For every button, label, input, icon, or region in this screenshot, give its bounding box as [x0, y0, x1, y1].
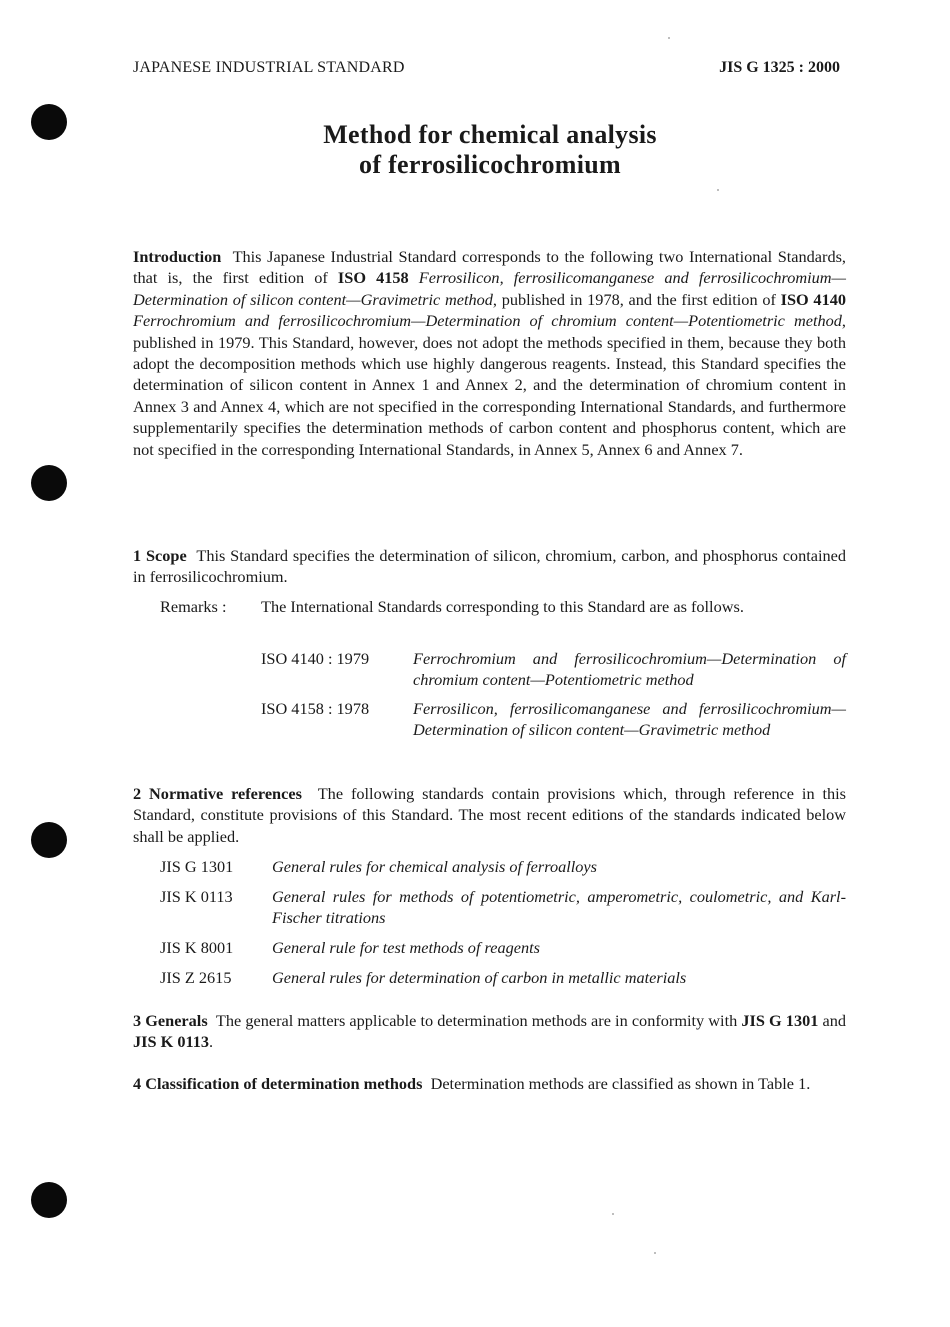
reference-code: JIS K 8001 [160, 938, 234, 957]
title-line-2: of ferrosilicochromium [359, 150, 621, 179]
normative-references-text: The following standards contain provisions which, through reference in this Standard, constitute provisions of this Standard. The most recent editions of the standards indicated below shall be applied. [133, 784, 847, 846]
iso-code: ISO 4140 : 1979 [261, 649, 370, 668]
generals-conjunction: and [822, 1011, 847, 1030]
intro-text: , published in 1978, and the first edition of [492, 289, 776, 309]
generals-section [133, 1010, 846, 1053]
scope-section [133, 545, 846, 588]
reference-title: General rules for chemical analysis of ferroalloys [272, 857, 597, 876]
classification-text: Determination methods are classified as shown in Table 1. [430, 1074, 811, 1093]
iso-title: Ferrosilicon, ferrosilicomanganese and ferrosilicochromium—Determination of silicon content—Gravimetric method [413, 699, 846, 739]
reference-title: General rules for determination of carbon in metallic materials [272, 968, 687, 987]
scope-text: This Standard specifies the determination of silicon, chromium, carbon, and phosphorus contained in ferrosilicochromium. [133, 546, 846, 587]
reference-code: JIS Z 2615 [160, 968, 232, 987]
classification-section [133, 1073, 846, 1094]
intro-text: , published in 1979. This Standard, however, does not adopt the methods specified in them, because they both adopt the decomposition methods which use highly dangerous reagents. Instead, this Standard specifies the determination of silicon content in Annex 1 and Annex 2, and the determination of chromium content in Annex 3 and Annex 4, which are not specified in the corresponding International Standards, and furthermore supplementarily specifies the determination methods of carbon content and phosphorus content, which are not specified in the corresponding International Standards, in Annex 5, Annex 6 and Annex 7. [133, 311, 846, 459]
header-standard-name: JAPANESE INDUSTRIAL STANDARD [133, 59, 405, 76]
normative-references-section [133, 783, 846, 847]
remarks-text: The International Standards corresponding to this Standard are as follows. [261, 597, 744, 616]
scan-speck [654, 1252, 656, 1254]
generals-heading: 3 Generals [133, 1011, 208, 1030]
document-title [0, 120, 950, 180]
reference-title: General rules for methods of potentiometric, amperometric, coulometric, and Karl-Fischer titrations [272, 887, 846, 927]
iso-title: Ferrochromium and ferrosilicochromium—Determination of chromium content—Potentiometric method [413, 649, 846, 689]
generals-end: . [209, 1032, 214, 1052]
scan-speck [717, 189, 719, 191]
normative-references-heading: 2 Normative references [133, 784, 302, 803]
intro-iso-ref: ISO 4140 [780, 289, 846, 309]
introduction-paragraph [133, 246, 846, 460]
classification-heading: 4 Classification of determination methods [133, 1074, 423, 1093]
reference-code: JIS G 1301 [160, 857, 234, 876]
reference-code: JIS K 0113 [160, 887, 233, 906]
binder-hole [31, 822, 67, 858]
header-standard-number: JIS G 1325 : 2000 [719, 59, 840, 76]
title-line-1: Method for chemical analysis [323, 120, 657, 149]
intro-iso-ref: ISO 4158 [337, 268, 409, 288]
binder-hole [31, 1182, 67, 1218]
reference-title: General rule for test methods of reagents [272, 938, 541, 957]
binder-hole [31, 465, 67, 501]
generals-ref: JIS K 0113 [133, 1032, 209, 1052]
generals-text: The general matters applicable to determination methods are in conformity with [215, 1011, 738, 1030]
scan-speck [668, 37, 670, 39]
scan-speck [612, 1213, 614, 1215]
introduction-heading: Introduction [133, 247, 222, 266]
scope-heading: 1 Scope [133, 546, 187, 565]
intro-iso-title: Ferrochromium and ferrosilicochromium—Determination of chromium content—Potentiometric method [133, 311, 842, 331]
remarks-label: Remarks : [160, 597, 227, 616]
iso-code: ISO 4158 : 1978 [261, 699, 370, 718]
generals-ref: JIS G 1301 [741, 1011, 819, 1030]
intro-iso-title: Ferrosilicon, ferrosilicomanganese and ferrosilicochromium—Determination of silicon content—Gravimetric method [133, 268, 847, 309]
intro-text: This Japanese Industrial Standard corresponds to the following two International Standards, that is, the first edition of [133, 247, 846, 288]
